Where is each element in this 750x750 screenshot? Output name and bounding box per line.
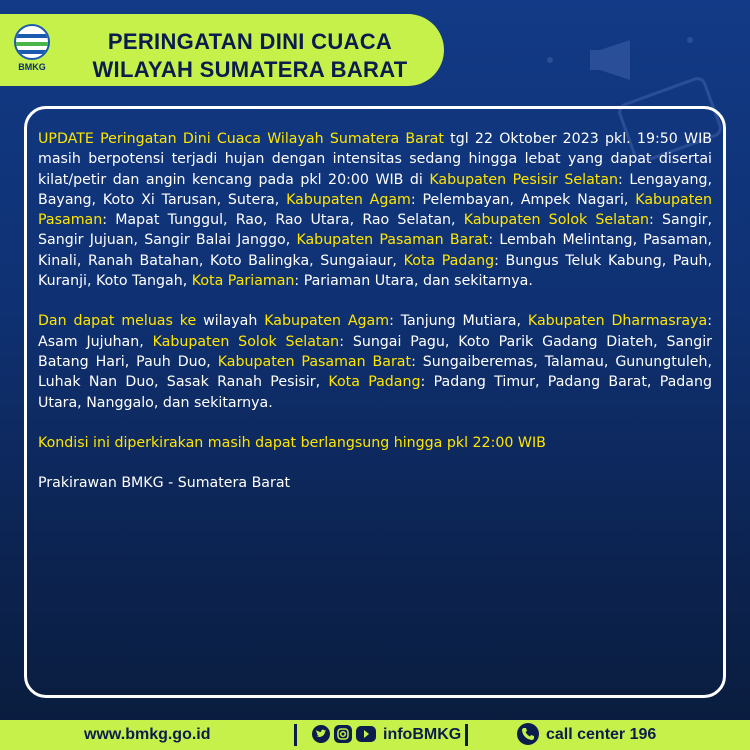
highlighted-text: Kondisi ini diperkirakan masih dapat berlangsung hingga pkl 22:00 WIB bbox=[38, 434, 546, 451]
body-text: : Lembah Melintang, Pasaman, Kinali, Ranah Batahan, Koto Balingka, Sungaiaur, bbox=[38, 232, 713, 269]
logo-text: BMKG bbox=[18, 62, 46, 72]
title-line-1: PERINGATAN DINI CUACA bbox=[107, 29, 393, 54]
highlighted-text: Kota Pariaman bbox=[191, 273, 295, 290]
call-center[interactable]: call center 196 bbox=[546, 726, 657, 743]
body-text: : Sangir, Sangir Jujuan, Sangir Balai Janggo, bbox=[38, 212, 712, 249]
body-text: Prakirawan BMKG - Sumatera Barat bbox=[38, 475, 291, 492]
highlighted-text: Kabupaten Pesisir Selatan bbox=[429, 171, 619, 188]
highlighted-text: Kabupaten Agam bbox=[286, 191, 411, 208]
body-text: : Asam Jujuhan, bbox=[38, 313, 712, 350]
footer-bar bbox=[0, 720, 750, 750]
highlighted-text: Kabupaten Solok Selatan bbox=[463, 212, 650, 229]
body-text: : Pariaman Utara, dan sekitarnya. bbox=[294, 273, 533, 290]
bmkg-logo bbox=[12, 24, 52, 78]
body-text: : Mapat Tunggul, Rao, Rao Utara, Rao Selatan, bbox=[102, 212, 464, 229]
footer-separator bbox=[294, 724, 297, 746]
highlighted-text: UPDATE Peringatan Dini Cuaca Wilayah Sumatera Barat bbox=[38, 131, 444, 147]
highlighted-text: Kabupaten Pasaman Barat bbox=[296, 232, 489, 249]
highlighted-text: Kabupaten Agam bbox=[264, 313, 390, 330]
warning-paragraph bbox=[38, 129, 712, 291]
body-text: : Padang Timur, Padang Barat, Padang Utara, Nanggalo, dan sekitarnya. bbox=[38, 374, 712, 411]
highlighted-text: Kabupaten Pasaman Barat bbox=[217, 353, 412, 370]
twitter-icon[interactable] bbox=[312, 725, 330, 743]
youtube-icon[interactable] bbox=[356, 726, 376, 742]
instagram-icon[interactable] bbox=[334, 725, 352, 743]
body-text: wilayah bbox=[196, 313, 265, 330]
warning-paragraph bbox=[38, 311, 712, 412]
warning-content-box bbox=[24, 106, 726, 698]
warning-text bbox=[38, 129, 712, 493]
highlighted-text: Kota Padang bbox=[328, 374, 421, 391]
body-text: : Sungaiberemas, Talamau, Gunungtuleh, Luhak Nan Duo, Sasak Ranah Pesisir, bbox=[38, 353, 713, 391]
body-text: : Lengayang, Bayang, Koto Xi Tarusan, Sutera, bbox=[38, 171, 712, 208]
title-line-2: WILAYAH SUMATERA BARAT bbox=[92, 57, 408, 82]
body-text: : Pelembayan, Ampek Nagari, bbox=[410, 191, 636, 208]
website-link[interactable]: www.bmkg.go.id bbox=[84, 726, 211, 743]
warning-paragraph bbox=[38, 473, 712, 493]
warning-paragraph bbox=[38, 433, 712, 453]
body-text: : Sungai Pagu, Koto Parik Gadang Diateh, Sangir Batang Hari, Pauh Duo, bbox=[38, 333, 712, 370]
highlighted-text: Kabupaten Pasaman bbox=[38, 191, 712, 229]
social-handle[interactable]: infoBMKG bbox=[383, 726, 462, 743]
phone-icon bbox=[517, 723, 539, 745]
body-text: : Bungus Teluk Kabung, Pauh, Kuranji, Koto Tangah, bbox=[38, 252, 712, 290]
body-text: : Tanjung Mutiara, bbox=[389, 313, 528, 330]
body-text: tgl 22 Oktober 2023 pkl. 19:50 WIB masih berpotensi terjadi hujan dengan intensitas sedang hingga lebat yang dapat disertai kilat/petir dan angin kencang pada pkl 20:00 WIB di bbox=[38, 131, 712, 188]
highlighted-text: Dan dapat meluas ke bbox=[38, 313, 197, 330]
highlighted-text: Kabupaten Dharmasraya bbox=[527, 313, 708, 330]
highlighted-text: Kabupaten Solok Selatan bbox=[152, 333, 340, 350]
header-banner bbox=[0, 14, 444, 86]
highlighted-text: Kota Padang bbox=[403, 252, 495, 269]
page-title bbox=[60, 28, 440, 84]
footer-separator bbox=[465, 724, 468, 746]
